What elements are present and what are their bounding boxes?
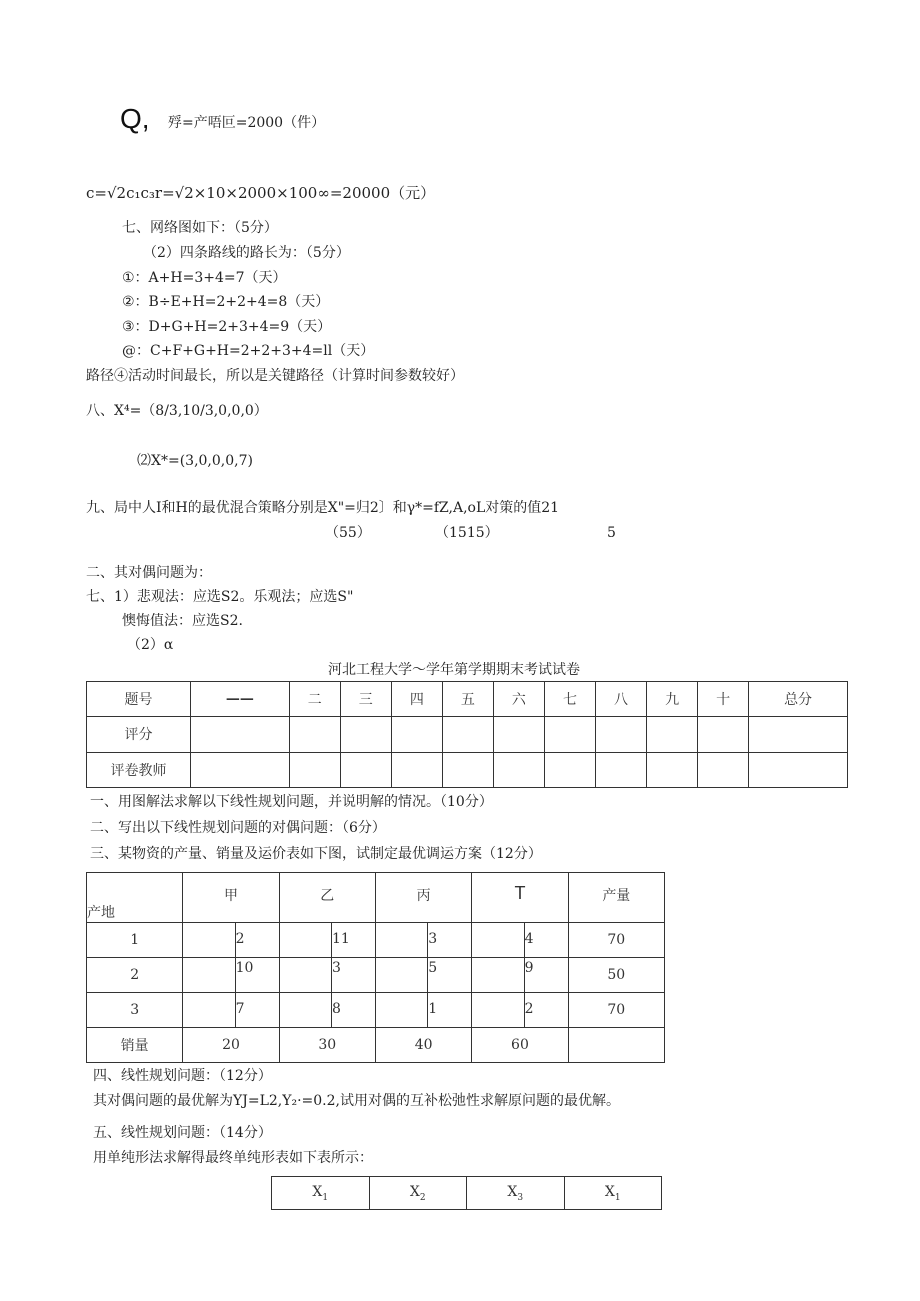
teacher-cell <box>442 752 493 787</box>
cost-cell <box>472 958 568 993</box>
unit-cost: 7 <box>235 1001 245 1017</box>
origin-label: 1 <box>87 923 183 958</box>
table-row <box>87 1028 665 1063</box>
sales-cell: 60 <box>472 1028 568 1063</box>
header-cell: 五 <box>442 682 493 717</box>
question-4: 四、线性规划问题：（12分） <box>93 1068 272 1084</box>
header-cell: 二 <box>289 682 340 717</box>
simplex-table <box>271 1176 662 1210</box>
header-cell: 丙 <box>375 873 471 923</box>
header-cell: 十 <box>698 682 749 717</box>
header-cell <box>467 1177 565 1210</box>
cost-cell <box>183 958 279 993</box>
row-label: 题号 <box>87 682 191 717</box>
nine-sub-2: （1515） <box>435 525 499 541</box>
cost-cell <box>472 923 568 958</box>
teacher-cell <box>596 752 647 787</box>
header-cell: 七 <box>544 682 595 717</box>
teacher-cell <box>493 752 544 787</box>
seven-part2: （2）四条路线的路长为：（5分） <box>143 245 350 261</box>
table-row <box>87 993 665 1028</box>
table-row <box>87 752 848 787</box>
transport-table <box>86 872 665 1063</box>
unit-cost: 5 <box>428 960 438 976</box>
header-cell: 乙 <box>279 873 375 923</box>
unit-cost: 11 <box>331 931 350 947</box>
seven-regret: 懊悔值法：应选S2. <box>122 613 243 629</box>
var-index: 1 <box>614 1192 621 1203</box>
question-5-text: 用单纯形法求解得最终单纯形表如下表所示： <box>93 1150 373 1166</box>
two-line: 二、其对偶问题为： <box>86 565 212 581</box>
score-cell <box>493 717 544 752</box>
empty-cell <box>568 1028 664 1063</box>
var-name: X <box>312 1183 323 1200</box>
cost-cell <box>279 923 375 958</box>
table-row <box>272 1177 662 1210</box>
var-name: X <box>507 1183 518 1200</box>
header-cell: —— <box>191 682 290 717</box>
path-3: ③：D+G+H=2+3+4=9（天） <box>122 319 332 335</box>
var-index: 2 <box>419 1192 426 1203</box>
question-2: 二、写出以下线性规划问题的对偶问题：（6分） <box>90 820 386 836</box>
unit-cost: 9 <box>524 960 534 976</box>
header-cell: 六 <box>493 682 544 717</box>
unit-cost: 4 <box>524 931 534 947</box>
path-4: @：C+F+G+H=2+2+3+4=ll（天） <box>122 343 375 359</box>
header-cell: 四 <box>391 682 442 717</box>
row-label: 评分 <box>87 717 191 752</box>
seven-2: （2）α <box>127 637 174 653</box>
header-cell: 甲 <box>183 873 279 923</box>
seven-heading: 七、网络图如下：（5分） <box>122 220 278 236</box>
header-cell: 九 <box>647 682 698 717</box>
question-1: 一、用图解法求解以下线性规划问题，并说明解的情况。（10分） <box>90 794 493 810</box>
output-cell: 50 <box>568 958 664 993</box>
unit-cost: 3 <box>331 960 341 976</box>
exam-title: 河北工程大学～学年第学期期末考试试卷 <box>328 662 580 678</box>
question-3: 三、某物资的产量、销量及运价表如下图，试制定最优调运方案（12分） <box>90 846 542 862</box>
table-row <box>87 717 848 752</box>
unit-cost: 1 <box>428 1001 438 1017</box>
seven-1: 七、1）悲观法：应选S2。乐观法；应选S" <box>86 589 354 605</box>
sales-cell: 20 <box>183 1028 279 1063</box>
question-4-text: 其对偶问题的最优解为YJ=L2,Y₂·=0.2,试用对偶的互补松弛性求解原问题的最优解。 <box>93 1093 620 1109</box>
score-cell <box>749 717 848 752</box>
score-cell <box>647 717 698 752</box>
teacher-cell <box>391 752 442 787</box>
score-cell <box>191 717 290 752</box>
q-line: 殍=产唔叵=2000（件） <box>168 115 326 131</box>
score-cell <box>596 717 647 752</box>
header-cell: 产量 <box>568 873 664 923</box>
eight-part2: ⑵X*=(3,0,0,0,7) <box>137 453 253 469</box>
teacher-cell <box>544 752 595 787</box>
table-row <box>87 923 665 958</box>
unit-cost: 10 <box>235 960 254 976</box>
cost-cell <box>183 923 279 958</box>
header-cell <box>564 1177 662 1210</box>
question-5: 五、线性规划问题：（14分） <box>93 1125 272 1141</box>
teacher-cell <box>289 752 340 787</box>
teacher-cell <box>647 752 698 787</box>
eight-line: 八、X⁴=（8/3,10/3,0,0,0） <box>86 403 268 419</box>
cost-cell <box>472 993 568 1028</box>
table-row <box>87 873 665 923</box>
score-cell <box>340 717 391 752</box>
table-row <box>87 682 848 717</box>
sales-cell: 30 <box>279 1028 375 1063</box>
nine-sub-1: （55） <box>325 525 371 541</box>
header-cell <box>272 1177 370 1210</box>
var-name: X <box>604 1183 615 1200</box>
cost-cell <box>375 958 471 993</box>
output-cell: 70 <box>568 993 664 1028</box>
origin-label: 3 <box>87 993 183 1028</box>
corner-label: 产地 <box>87 873 183 923</box>
origin-label: 2 <box>87 958 183 993</box>
unit-cost: 2 <box>235 931 245 947</box>
path-2: ②：B÷E+H=2+2+4=8（天） <box>122 294 330 310</box>
header-cell: 三 <box>340 682 391 717</box>
cost-cell <box>375 993 471 1028</box>
unit-cost: 2 <box>524 1001 534 1017</box>
q-symbol: Q, <box>120 103 150 134</box>
nine-sub-3: 5 <box>607 525 616 541</box>
table-row <box>87 958 665 993</box>
unit-cost: 3 <box>428 931 438 947</box>
teacher-cell <box>191 752 290 787</box>
score-cell <box>289 717 340 752</box>
score-cell <box>442 717 493 752</box>
cost-cell <box>279 993 375 1028</box>
unit-cost: 8 <box>331 1001 341 1017</box>
teacher-cell <box>749 752 848 787</box>
cost-cell <box>183 993 279 1028</box>
sales-cell: 40 <box>375 1028 471 1063</box>
path-1: ①：A+H=3+4=7（天） <box>122 270 287 286</box>
output-cell: 70 <box>568 923 664 958</box>
score-cell <box>391 717 442 752</box>
header-cell <box>369 1177 467 1210</box>
var-index: 3 <box>517 1192 524 1203</box>
score-table <box>86 681 848 788</box>
var-index: 1 <box>322 1192 329 1203</box>
header-cell: T <box>472 873 568 923</box>
cost-cell <box>375 923 471 958</box>
cost-cell <box>279 958 375 993</box>
teacher-cell <box>340 752 391 787</box>
header-cell: 总分 <box>749 682 848 717</box>
row-label: 评卷教师 <box>87 752 191 787</box>
sales-label: 销量 <box>87 1028 183 1063</box>
nine-line: 九、局中人I和H的最优混合策略分别是X"=归2〕和γ*=fZ,A,oL对策的值21 <box>86 500 560 516</box>
score-cell <box>544 717 595 752</box>
header-cell: 八 <box>596 682 647 717</box>
var-name: X <box>409 1183 420 1200</box>
teacher-cell <box>698 752 749 787</box>
c-formula: c=√2c₁c₃r=√2×10×2000×100∞=20000（元） <box>86 184 436 202</box>
critical-path: 路径④活动时间最长，所以是关键路径（计算时间参数较好） <box>86 368 464 384</box>
score-cell <box>698 717 749 752</box>
